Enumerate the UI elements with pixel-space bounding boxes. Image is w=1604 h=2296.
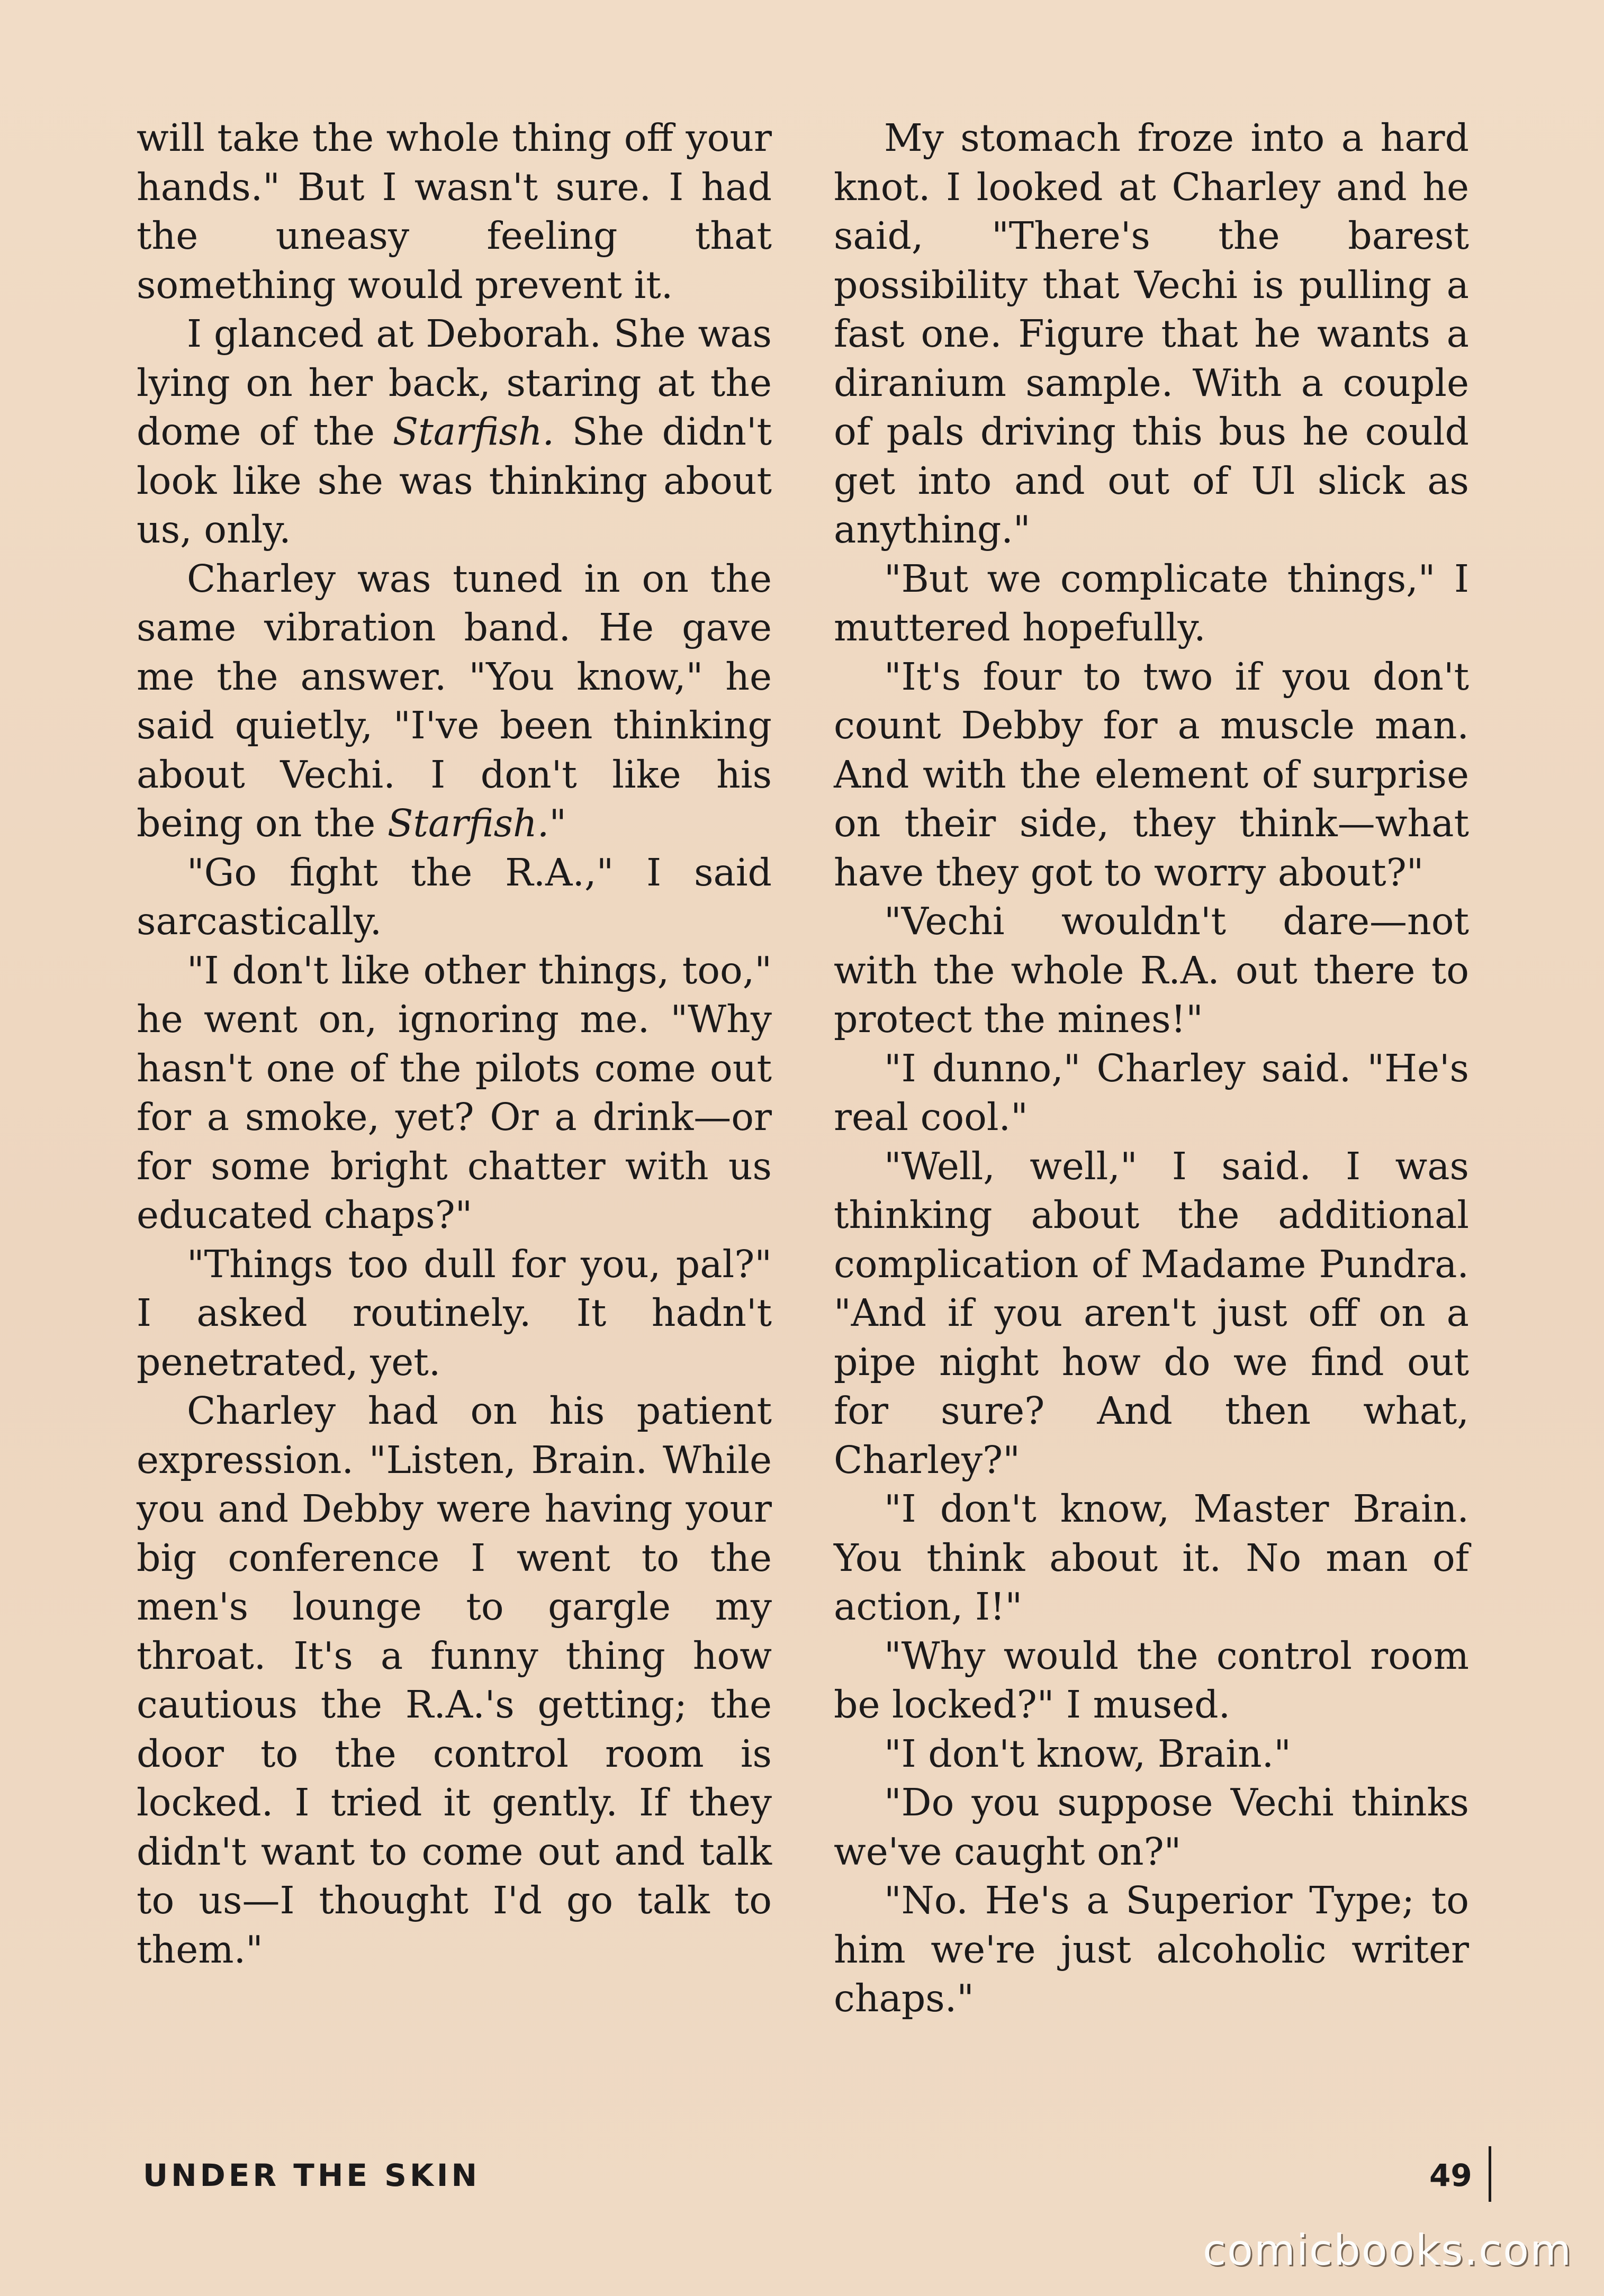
right-text-column xyxy=(834,114,1469,2023)
page-number: 49 xyxy=(1429,2157,1472,2193)
paragraph: "Vechi wouldn't dare—not with the whole R.A. out there to protect the mines!" xyxy=(834,899,1469,1041)
left-text-column xyxy=(137,114,772,1974)
paragraph xyxy=(137,310,772,555)
paragraph: "Things too dull for you, pal?" I asked routinely. It hadn't penetrated, yet. xyxy=(137,1242,772,1384)
ship-name: Starfish. xyxy=(387,801,549,845)
paragraph: "I don't know, Master Brain. You think about it. No man of action, I!" xyxy=(834,1487,1469,1629)
paragraph-text: I glanced at Deborah. She was lying on her back, staring at the dome of the xyxy=(137,312,772,454)
paragraph: "Do you suppose Vechi thinks we've caught on?" xyxy=(834,1780,1469,1874)
paragraph: "I dunno," Charley said. "He's real cool." xyxy=(834,1046,1469,1139)
paragraph: will take the whole thing off your hands." But I wasn't sure. I had the uneasy feeling that something would prevent it. xyxy=(137,116,772,307)
paragraph: "I don't know, Brain." xyxy=(884,1731,1291,1776)
paragraph: My stomach froze into a hard knot. I looked at Charley and he said, "There's the barest possibility that Vechi is pulling a fast one. Figure that he wants a diranium sample. With a couple of pals driving this bus he could get into and out of Ul slick as anything." xyxy=(834,116,1469,552)
paragraph xyxy=(137,555,772,848)
page-number-rule xyxy=(1489,2146,1491,2202)
paragraph: "But we complicate things," I muttered hopefully. xyxy=(834,556,1469,649)
running-title: UNDER THE SKIN xyxy=(143,2157,481,2193)
paragraph: "No. He's a Superior Type; to him we're just alcoholic writer chaps." xyxy=(834,1878,1469,2020)
paragraph-text: She didn't look like she was thinking about us, only. xyxy=(137,410,772,552)
paragraph: "Go fight the R.A.," I said sarcastically. xyxy=(137,850,772,943)
paragraph-text: " xyxy=(549,801,567,845)
paragraph: "It's four to two if you don't count Debby for a muscle man. And with the element of surprise on their side, they think—what have they got to worry about?" xyxy=(834,654,1469,894)
ship-name: Starfish. xyxy=(392,410,555,454)
paragraph: "I don't like other things, too," he went on, ignoring me. "Why hasn't one of the pilots come out for a smoke, yet? Or a drink—or for some bright chatter with us educated chaps?" xyxy=(137,948,772,1237)
paragraph: "Well, well," I said. I was thinking about the additional complication of Madame Pundra. "And if you aren't just off on a pipe night how do we find out for sure? And then what, Charley?" xyxy=(834,1144,1469,1482)
paragraph: "Why would the control room be locked?" I mused. xyxy=(834,1633,1469,1726)
paragraph-text: Charley was tuned in on the same vibration band. He gave me the answer. "You know," he said quietly, "I've been thinking about Vechi. I don't like his being on the xyxy=(137,556,772,845)
site-watermark: comicbooks.com xyxy=(1202,2226,1572,2275)
paragraph: Charley had on his patient expression. "Listen, Brain. While you and Debby were having your big conference I went to the men's lounge to gargle my throat. It's a funny thing how cautious the R.A.'s getting; the door to the control room is locked. I tried it gently. If they didn't want to come out and talk to us—I thought I'd go talk to them." xyxy=(137,1389,772,1972)
